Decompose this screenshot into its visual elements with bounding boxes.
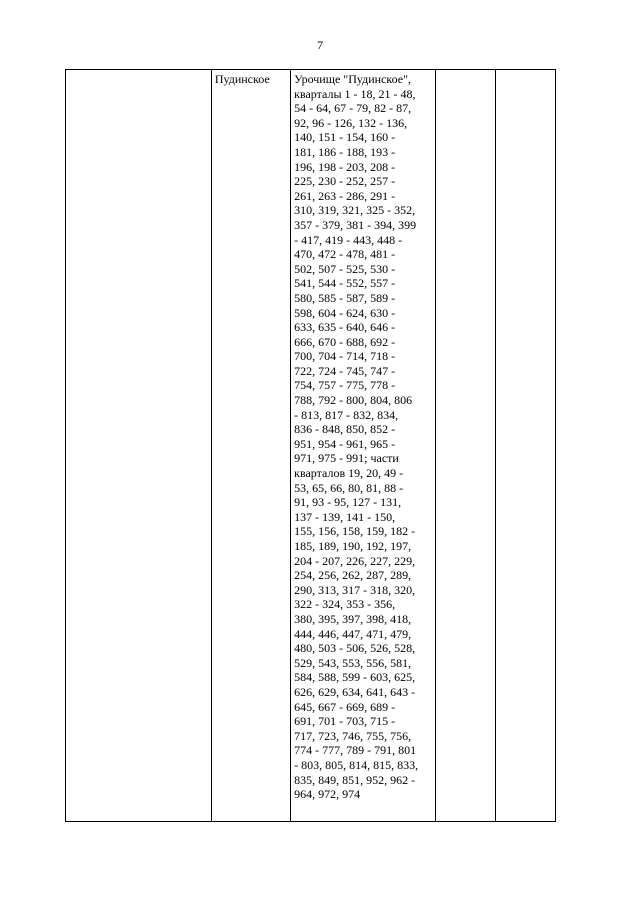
description-line: 836 - 848, 850, 852 - xyxy=(294,422,396,437)
description-line: 310, 319, 321, 325 - 352, xyxy=(294,203,416,218)
table-row xyxy=(66,70,556,822)
description-line: 971, 975 - 991; части xyxy=(294,451,399,466)
description-line: 54 - 64, 67 - 79, 82 - 87, xyxy=(294,101,412,116)
description-line: 951, 954 - 961, 965 - xyxy=(294,436,396,451)
description-line: 181, 186 - 188, 193 - xyxy=(294,144,396,159)
description-line: - 417, 419 - 443, 448 - xyxy=(294,232,403,247)
description-line: 835, 849, 851, 952, 962 - xyxy=(294,772,416,787)
description-line: Урочище "Пудинское", xyxy=(294,72,411,86)
description-line: 584, 588, 599 - 603, 625, xyxy=(294,670,416,685)
description-line: - 803, 805, 814, 815, 833, xyxy=(294,757,419,772)
description-line: 444, 446, 447, 471, 479, xyxy=(294,626,412,641)
object-name: Пудинское xyxy=(214,72,270,86)
description-line: 322 - 324, 353 - 356, xyxy=(294,597,396,612)
description-line: 53, 65, 66, 80, 81, 88 - xyxy=(294,480,404,495)
description-line: 691, 701 - 703, 715 - xyxy=(294,714,396,729)
description-line: 717, 723, 746, 755, 756, xyxy=(294,728,412,743)
page-number: 7 xyxy=(317,38,323,52)
description-line: 626, 629, 634, 641, 643 - xyxy=(294,684,416,699)
description-line: 254, 256, 262, 287, 289, xyxy=(294,568,412,583)
table-cell-description xyxy=(291,70,436,822)
description-line: 700, 704 - 714, 718 - xyxy=(294,349,396,364)
description-line: 185, 189, 190, 192, 197, xyxy=(294,539,412,553)
description-line: 357 - 379, 381 - 394, 399 xyxy=(294,217,417,232)
document-table xyxy=(65,69,556,822)
description-line: 788, 792 - 800, 804, 806 xyxy=(294,393,413,408)
description-line: 502, 507 - 525, 530 - xyxy=(294,261,396,276)
description-line: 645, 667 - 669, 689 - xyxy=(294,699,396,714)
description-line: 92, 96 - 126, 132 - 136, xyxy=(294,115,408,130)
description-line: кварталы 1 - 18, 21 - 48, xyxy=(294,86,416,101)
description-line: 261, 263 - 286, 291 - xyxy=(294,188,396,203)
description-line: 380, 395, 397, 398, 418, xyxy=(294,611,412,626)
table-cell-empty-1 xyxy=(66,70,212,822)
description-line: 137 - 139, 141 - 150, xyxy=(294,509,396,524)
description-line: 196, 198 - 203, 208 - xyxy=(294,159,396,174)
table-cell-empty-5 xyxy=(495,70,555,822)
description-line: 722, 724 - 745, 747 - xyxy=(294,363,396,378)
description-line: 480, 503 - 506, 526, 528, xyxy=(294,641,416,656)
description-line: 140, 151 - 154, 160 - xyxy=(294,130,396,145)
description-line: 155, 156, 158, 159, 182 - xyxy=(294,524,416,539)
description-line: 598, 604 - 624, 630 - xyxy=(294,305,396,320)
description-line: 774 - 777, 789 - 791, 801 xyxy=(294,743,417,758)
description-line: 754, 757 - 775, 778 - xyxy=(294,378,396,393)
table-cell-name xyxy=(211,70,290,822)
description-line: 91, 93 - 95, 127 - 131, xyxy=(294,495,402,510)
description-line: 541, 544 - 552, 557 - xyxy=(294,276,396,291)
description-line: 964, 972, 974 xyxy=(294,787,361,802)
description-line: 290, 313, 317 - 318, 320, xyxy=(294,582,416,597)
description-line: 225, 230 - 252, 257 - xyxy=(294,174,396,189)
description-line: 580, 585 - 587, 589 - xyxy=(294,290,396,305)
description-line: 666, 670 - 688, 692 - xyxy=(294,334,396,349)
description-line: 470, 472 - 478, 481 - xyxy=(294,247,396,262)
description-line: 204 - 207, 226, 227, 229, xyxy=(294,553,416,568)
description-line: - 813, 817 - 832, 834, xyxy=(294,407,399,422)
description-line: кварталов 19, 20, 49 - xyxy=(294,466,404,481)
quarter-description xyxy=(294,72,432,802)
table-cell-empty-4 xyxy=(435,70,495,822)
description-line: 633, 635 - 640, 646 - xyxy=(294,320,396,335)
description-line: 529, 543, 553, 556, 581, xyxy=(294,655,412,670)
